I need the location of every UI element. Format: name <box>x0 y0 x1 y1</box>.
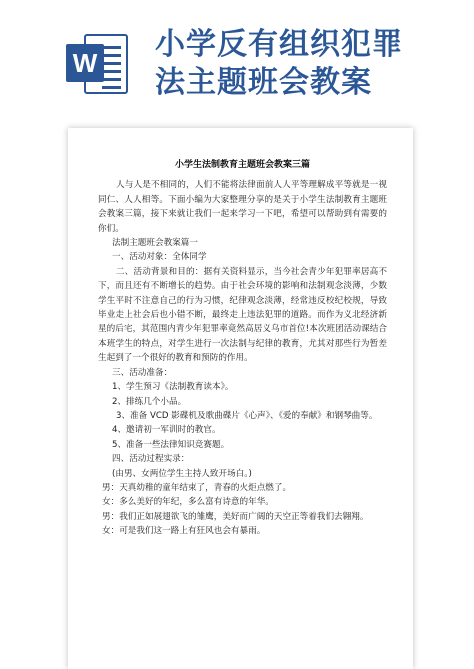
document-paragraph: 2、排练几个小品。 <box>112 396 187 407</box>
document-paragraph: 女：多么美好的年纪，多么富有诗意的年华。 <box>102 497 274 508</box>
document-paragraphs <box>98 178 387 538</box>
document-paragraph: 1、学生预习《法制教育读本》。 <box>112 382 234 393</box>
document-paragraph: 一、活动对象：全体同学 <box>112 252 207 263</box>
banner-title-line2: 法主题班会教案 <box>155 65 372 100</box>
document-paragraph: 二、活动背景和目的：据有关资料显示，当今社会青少年犯罪率居高不下，而且还有不断增长的趋势。由于社会环境的影响和法制观念淡薄，少数学生平时不注意自己的行为习惯，纪律观念淡薄，经常违反校纪校规，导致毕业走上社会后也小错不断，最终走上违法犯罪的道路。而作为义北经济新星的后宅，其范围内青少年犯罪率竟然高居义乌市首位!本次班团活动课结合本班学生的特点，对学生进行一次法制与纪律的教育，尤其对那些行为暂差生起到了一个很好的教育和预防的作用。 <box>98 266 387 364</box>
document-title: 小学生法制教育主题班会教案三篇 <box>174 160 310 170</box>
document-paragraph: 男：天真幼稚的童年结束了，青春的火炬点燃了。 <box>102 482 292 493</box>
document-paragraph: 4、邀请初一军训时的教官。 <box>112 425 221 436</box>
document-paragraph: 3、准备 VCD 影碟机及歌曲碟片《心声》、《爱的奉献》和钢琴曲等。 <box>116 410 378 421</box>
document-paragraph: 法制主题班会教案篇一 <box>112 238 198 249</box>
document-paragraph: 三、活动准备： <box>112 367 173 378</box>
document-paragraph: (由男、女两位学生主持人致开场白。) <box>112 468 252 479</box>
document-paragraph: 女：可是我们这一路上有狂风也会有暴雨。 <box>102 526 266 537</box>
document-page: ​ 小学生法制教育主题班会教案三篇 人与人是不相同的，人们不能将法律面前人人平等理解成平等就是一视同仁、人人相等。下面小编为大家整理分享的是关于小学生法制教育主题班会教案三篇，接下来就让我们一起来学习一下吧，希望可以帮助到有需要的你们。 法制主题班会教案篇一 一、活动对象：全体同学 二、活动背景和目的：据有关资料显示，当今社会青少年犯罪率居高不下，而且还有不断增长的趋势。由于社会环境的影响和法制观念淡薄，少数学生平时不注意自己的行为习惯，纪律观念淡薄，经常违反校纪校规，导致毕业走上社会后也小错不断，最终走上违法犯罪的道路。而作为义北经济新星的后宅，其范围内青少年犯罪率竟然高居义乌市首位!本次班团活动课结合本班学生的特点，对学生进行一次法制与纪律的教育，尤其对那些行为暂差生起到了一个很好的教育和预防的作用。 三、活动准备： 1、学生预习《法制教育读本》。 2、排练几个小品。 3、准备 VCD 影碟机及歌曲碟片《心声》、《爱的奉献》和钢琴曲等。 4、邀请初一军训时的教官。 5、准备一些法律知识竞赛题。 四、活动过程实录： (由男、女两位学生主持人致开场白。) 男：天真幼稚的童年结束了，青春的火炬点燃了。 女：多么美好的年纪，多么富有诗意的年华。 男：我们正如展翅欲飞的雏鹰，美好而广阔的天空正等着我们去翱翔。 女：可是我们这一路上有狂风也会有暴雨。 <box>68 128 413 669</box>
document-paragraph: 5、准备一些法律知识竞赛题。 <box>112 439 230 450</box>
banner <box>0 0 474 112</box>
banner-title <box>155 26 455 102</box>
document-paragraph: 四、活动过程实录： <box>112 454 190 465</box>
word-document-icon <box>62 30 132 100</box>
banner-title-line1: 小学反有组织犯罪 <box>155 27 403 62</box>
word-badge: W <box>66 44 104 82</box>
document-paragraph: 人与人是不相同的，人们不能将法律面前人人平等理解成平等就是一视同仁、人人相等。下面小编为大家整理分享的是关于小学生法制教育主题班会教案三篇，接下来就让我们一起来学习一下吧，希望可以帮助到有需要的你们。 <box>98 180 387 234</box>
document-paragraph: 男：我们正如展翅欲飞的雏鹰，美好而广阔的天空正等着我们去翱翔。 <box>102 511 369 522</box>
document-body <box>98 158 387 539</box>
